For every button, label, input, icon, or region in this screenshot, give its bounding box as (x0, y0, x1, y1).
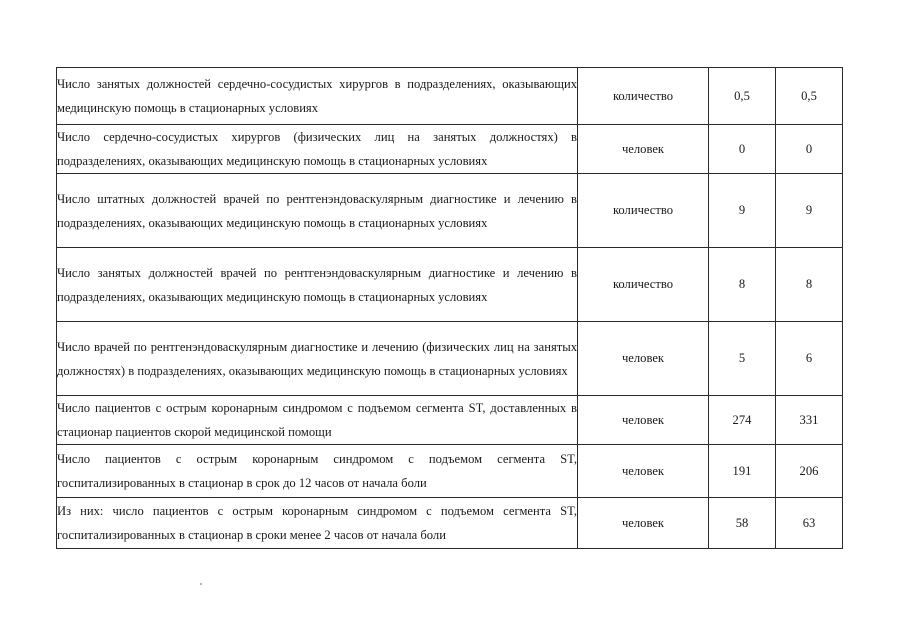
row-unit: человек (578, 322, 709, 396)
table-row (57, 174, 843, 248)
row-value-2: 8 (776, 248, 843, 322)
row-unit: количество (578, 68, 709, 125)
row-value-2: 9 (776, 174, 843, 248)
table-row (57, 68, 843, 125)
row-value-1: 0 (709, 125, 776, 174)
row-value-1: 58 (709, 498, 776, 549)
row-description: Число занятых должностей врачей по рентгенэндоваскулярным диагностике и лечению в подразделениях, оказывающих медицинскую помощь в стационарных условиях (57, 248, 578, 322)
row-description: Число занятых должностей сердечно-сосудистых хирургов в подразделениях, оказывающих медицинскую помощь в стационарных условиях (57, 68, 578, 125)
row-description: Число врачей по рентгенэндоваскулярным диагностике и лечению (физических лиц на занятых должностях) в подразделениях, оказывающих медицинскую помощь в стационарных условиях (57, 322, 578, 396)
row-value-2: 63 (776, 498, 843, 549)
row-value-1: 274 (709, 396, 776, 445)
table-row (57, 248, 843, 322)
row-value-2: 6 (776, 322, 843, 396)
table-row (57, 498, 843, 549)
table-row (57, 396, 843, 445)
table-row (57, 322, 843, 396)
row-description: Число пациентов с острым коронарным синдромом с подъемом сегмента ST, госпитализированных в стационар в срок до 12 часов от начала боли (57, 445, 578, 498)
row-unit: количество (578, 174, 709, 248)
row-value-1: 191 (709, 445, 776, 498)
row-value-2: 0 (776, 125, 843, 174)
row-value-1: 0,5 (709, 68, 776, 125)
row-value-2: 0,5 (776, 68, 843, 125)
row-unit: количество (578, 248, 709, 322)
table-row (57, 125, 843, 174)
row-value-1: 8 (709, 248, 776, 322)
row-unit: человек (578, 125, 709, 174)
row-value-1: 9 (709, 174, 776, 248)
row-value-2: 206 (776, 445, 843, 498)
row-description: Число пациентов с острым коронарным синдромом с подъемом сегмента ST, доставленных в стационар пациентов скорой медицинской помощи (57, 396, 578, 445)
scan-speck (200, 583, 202, 585)
row-description: Из них: число пациентов с острым коронарным синдромом с подъемом сегмента ST, госпитализированных в стационар в сроки менее 2 часов от начала боли (57, 498, 578, 549)
row-unit: человек (578, 498, 709, 549)
statistics-table (56, 67, 843, 549)
row-description: Число штатных должностей врачей по рентгенэндоваскулярным диагностике и лечению в подразделениях, оказывающих медицинскую помощь в стационарных условиях (57, 174, 578, 248)
row-value-2: 331 (776, 396, 843, 445)
row-unit: человек (578, 445, 709, 498)
row-description: Число сердечно-сосудистых хирургов (физических лиц на занятых должностях) в подразделениях, оказывающих медицинскую помощь в стационарных условиях (57, 125, 578, 174)
table-row (57, 445, 843, 498)
row-unit: человек (578, 396, 709, 445)
row-value-1: 5 (709, 322, 776, 396)
